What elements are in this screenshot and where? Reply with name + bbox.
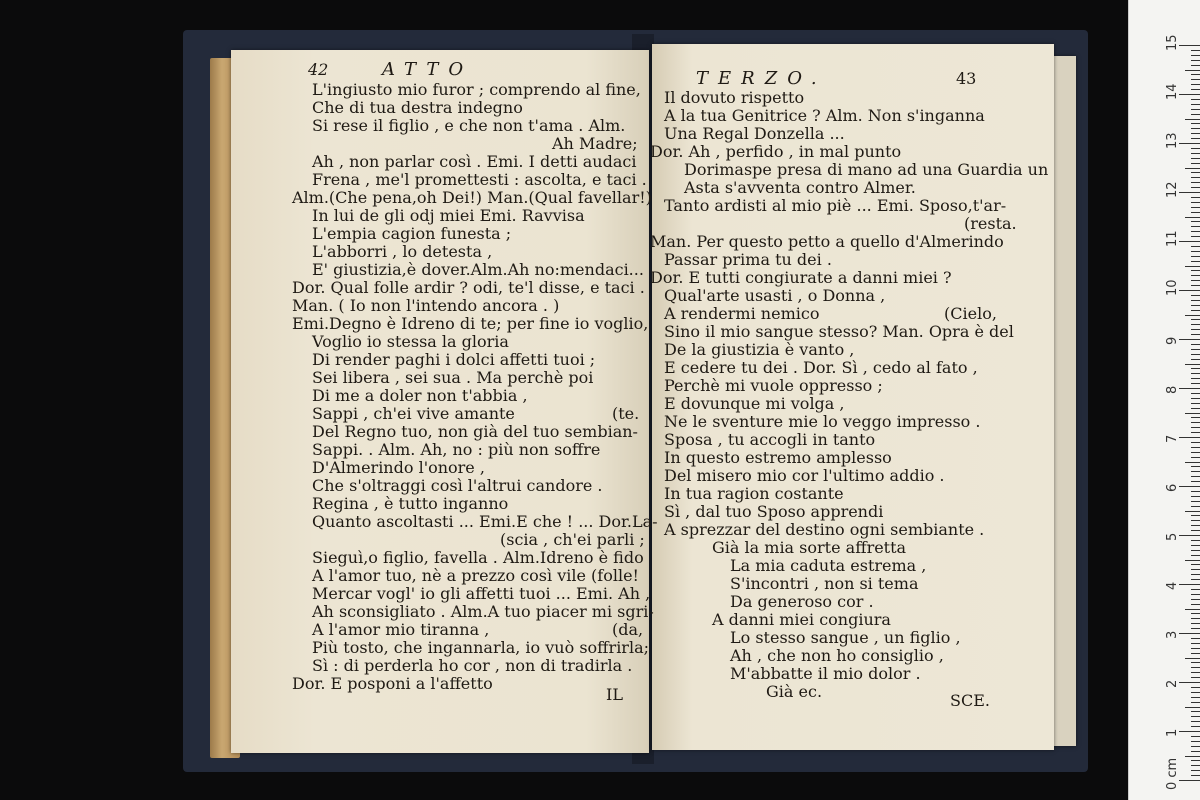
left-page-line: Sì : di perderla ho cor , non di tradirla .: [312, 656, 633, 675]
ruler-number: 14: [1165, 83, 1180, 100]
ruler-tick: [1179, 437, 1200, 438]
ruler-tick: [1191, 231, 1200, 232]
ruler-tick: [1191, 246, 1200, 247]
right-page-line: A la tua Genitrice ? Alm. Non s'inganna: [664, 106, 985, 125]
left-page-line: IL: [606, 685, 623, 704]
ruler-tick: [1191, 662, 1200, 663]
ruler-tick: [1191, 99, 1200, 100]
left-page-line: D'Almerindo l'onore ,: [312, 458, 485, 477]
ruler-tick: [1185, 658, 1200, 659]
right-page-line: Ne le sventure mie lo veggo impresso .: [664, 412, 981, 431]
ruler-tick: [1191, 329, 1200, 330]
ruler-tick: [1191, 427, 1200, 428]
right-page-line: Già la mia sorte affretta: [712, 538, 907, 557]
ruler-tick: [1191, 628, 1200, 629]
ruler-number: 1: [1165, 728, 1180, 737]
ruler-number: 13: [1165, 132, 1180, 149]
ruler-tick: [1191, 653, 1200, 654]
left-page-line: Ah sconsigliato . Alm.A tuo piacer mi sgri-: [312, 602, 654, 621]
right-page-line: Ah , che non ho consiglio ,: [730, 646, 944, 665]
right-page-line: SCE.: [950, 691, 990, 710]
left-page-line: L'empia cagion funesta ;: [312, 224, 512, 243]
ruler-number: 10: [1165, 279, 1180, 296]
left-page-line: ATTO: [382, 59, 474, 80]
ruler-tick: [1191, 452, 1200, 453]
ruler-tick: [1191, 79, 1200, 80]
ruler-tick: [1191, 148, 1200, 149]
right-page-line: TERZO.: [696, 68, 827, 89]
left-page-line: Alm.(Che pena,oh Dei!) Man.(Qual favellar!): [292, 188, 652, 207]
ruler-number: 2: [1165, 679, 1180, 688]
ruler-tick: [1179, 241, 1200, 242]
ruler-tick: [1179, 45, 1200, 46]
ruler-tick: [1191, 74, 1200, 75]
left-page-line: (scia , ch'ei parli ;: [500, 530, 645, 549]
ruler-tick: [1191, 182, 1200, 183]
left-page-line: Sappi. . Alm. Ah, no : più non soffre: [312, 440, 601, 459]
ruler-tick: [1179, 339, 1200, 340]
ruler-tick: [1191, 457, 1200, 458]
ruler-tick: [1191, 285, 1200, 286]
right-page-line: E cedere tu dei . Dor. Sì , cedo al fato ,: [664, 358, 978, 377]
ruler-tick: [1191, 736, 1200, 737]
ruler-tick: [1191, 770, 1200, 771]
right-page-line: A sprezzar del destino ogni sembiante .: [664, 520, 985, 539]
ruler-tick: [1191, 319, 1200, 320]
right-page-line: Del misero mio cor l'ultimo addio .: [664, 466, 945, 485]
right-page-line: Man. Per questo petto a quello d'Almerindo: [650, 232, 1004, 251]
ruler-tick: [1191, 50, 1200, 51]
right-page-line: 43: [956, 69, 977, 88]
ruler-tick: [1191, 163, 1200, 164]
ruler-tick: [1191, 618, 1200, 619]
ruler-tick: [1191, 540, 1200, 541]
ruler-tick: [1191, 643, 1200, 644]
ruler-tick: [1191, 123, 1200, 124]
ruler-tick: [1191, 368, 1200, 369]
ruler-tick: [1185, 560, 1200, 561]
ruler-tick: [1191, 84, 1200, 85]
ruler-tick: [1185, 217, 1200, 218]
left-page-line: L'abborri , lo detesta ,: [312, 242, 493, 261]
ruler-tick: [1191, 623, 1200, 624]
right-page-line: Qual'arte usasti , o Donna ,: [664, 286, 886, 305]
left-page-line: Regina , è tutto inganno: [312, 494, 509, 513]
ruler-tick: [1191, 594, 1200, 595]
ruler-tick: [1179, 633, 1200, 634]
ruler-tick: [1191, 202, 1200, 203]
ruler-tick: [1191, 398, 1200, 399]
ruler-tick: [1191, 564, 1200, 565]
ruler-tick: [1191, 373, 1200, 374]
ruler-tick: [1191, 383, 1200, 384]
ruler-tick: [1185, 119, 1200, 120]
ruler-tick: [1191, 579, 1200, 580]
ruler-tick: [1191, 109, 1200, 110]
ruler-number: 5: [1165, 532, 1180, 541]
ruler-tick: [1191, 305, 1200, 306]
ruler-tick: [1191, 442, 1200, 443]
ruler-tick: [1191, 270, 1200, 271]
ruler-tick: [1191, 251, 1200, 252]
right-page-line: Dor. E tutti congiurate a danni miei ?: [650, 268, 952, 287]
ruler-tick: [1191, 378, 1200, 379]
left-page-line: In lui de gli odj miei Emi. Ravvisa: [312, 206, 585, 225]
ruler-number: 12: [1165, 181, 1180, 198]
right-page-line: (Cielo,: [944, 304, 997, 323]
left-page-line: Sappi , ch'ei vive amante: [312, 404, 515, 423]
ruler-tick: [1191, 545, 1200, 546]
right-page-line: In questo estremo amplesso: [664, 448, 892, 467]
left-page-line: (te.: [612, 404, 640, 423]
ruler-tick: [1191, 530, 1200, 531]
ruler-tick: [1185, 511, 1200, 512]
ruler-tick: [1191, 550, 1200, 551]
right-page-line: In tua ragion costante: [664, 484, 844, 503]
ruler-tick: [1191, 310, 1200, 311]
left-page-line: Sieguì,o figlio, favella . Alm.Idreno è fido: [312, 548, 644, 567]
ruler-tick: [1185, 756, 1200, 757]
ruler-tick: [1191, 197, 1200, 198]
right-page-line: M'abbatte il mio dolor .: [730, 664, 921, 683]
left-page-line: Man. ( Io non l'intendo ancora . ): [292, 296, 560, 315]
left-page-line: Dor. Qual folle ardir ? odi, te'l disse, e taci .: [292, 278, 645, 297]
right-page-line: De la giustizia è vanto ,: [664, 340, 855, 359]
ruler-tick: [1191, 422, 1200, 423]
left-page-line: A l'amor tuo, nè a prezzo così vile (folle!: [312, 566, 639, 585]
right-page-line: Dor. Ah , perfido , in mal punto: [650, 142, 902, 161]
ruler-tick: [1191, 506, 1200, 507]
ruler-tick: [1191, 574, 1200, 575]
ruler-tick: [1191, 256, 1200, 257]
left-page-line: Ah Madre;: [552, 134, 638, 153]
ruler-tick: [1191, 114, 1200, 115]
ruler-tick: [1191, 751, 1200, 752]
ruler-tick: [1191, 746, 1200, 747]
ruler-tick: [1191, 687, 1200, 688]
ruler-tick: [1185, 609, 1200, 610]
ruler-tick: [1191, 432, 1200, 433]
ruler-tick: [1191, 60, 1200, 61]
ruler-tick: [1191, 711, 1200, 712]
left-page-line: 42: [308, 60, 329, 79]
ruler-tick: [1191, 555, 1200, 556]
left-page-line: Quanto ascoltasti ... Emi.E che ! ... Dor.La-: [312, 512, 658, 531]
ruler-tick: [1179, 535, 1200, 536]
ruler-tick: [1179, 143, 1200, 144]
ruler-tick: [1185, 70, 1200, 71]
right-page-line: Il dovuto rispetto: [664, 88, 805, 107]
left-page-line: Ah , non parlar così . Emi. I detti audaci: [312, 152, 637, 171]
ruler-tick: [1185, 266, 1200, 267]
ruler-number: 7: [1165, 434, 1180, 443]
ruler-tick: [1191, 569, 1200, 570]
ruler-tick: [1179, 584, 1200, 585]
ruler-tick: [1185, 413, 1200, 414]
ruler-tick: [1191, 280, 1200, 281]
ruler-tick: [1191, 221, 1200, 222]
ruler-tick: [1191, 721, 1200, 722]
ruler-number: 3: [1165, 630, 1180, 639]
ruler-tick: [1191, 667, 1200, 668]
left-page-line: Voglio io stessa la gloria: [312, 332, 509, 351]
ruler-tick: [1191, 613, 1200, 614]
right-page-line: La mia caduta estrema ,: [730, 556, 927, 575]
ruler-tick: [1191, 496, 1200, 497]
left-page-line: Del Regno tuo, non già del tuo sembian-: [312, 422, 638, 441]
ruler-tick: [1191, 417, 1200, 418]
left-page-line: Frena , me'l promettesti : ascolta, e taci .: [312, 170, 647, 189]
ruler-tick: [1191, 677, 1200, 678]
ruler-number: 8: [1165, 385, 1180, 394]
ruler-tick: [1185, 707, 1200, 708]
ruler-tick: [1191, 672, 1200, 673]
ruler-tick: [1191, 447, 1200, 448]
right-page-line: Asta s'avventa contro Almer.: [684, 178, 916, 197]
left-page-line: Si rese il figlio , e che non t'ama . Alm.: [312, 116, 626, 135]
left-page-line: Di render paghi i dolci affetti tuoi ;: [312, 350, 596, 369]
right-page-line: E dovunque mi volga ,: [664, 394, 845, 413]
ruler-zero-label: 0 cm: [1165, 757, 1180, 790]
right-page-line: Sì , dal tuo Sposo apprendi: [664, 502, 884, 521]
ruler-tick: [1191, 716, 1200, 717]
left-page-line: Dor. E posponi a l'affetto: [292, 674, 493, 693]
ruler-tick: [1191, 300, 1200, 301]
left-page-line: Più tosto, che ingannarla, io vuò soffrirla;: [312, 638, 649, 657]
right-page-line: S'incontri , non si tema: [730, 574, 919, 593]
ruler-tick: [1191, 599, 1200, 600]
ruler-tick: [1179, 388, 1200, 389]
ruler-tick: [1191, 324, 1200, 325]
ruler-tick: [1179, 682, 1200, 683]
ruler-tick: [1191, 153, 1200, 154]
ruler-tick: [1191, 403, 1200, 404]
ruler-tick: [1191, 648, 1200, 649]
ruler-tick: [1191, 334, 1200, 335]
ruler-tick: [1191, 236, 1200, 237]
left-page-line: (da,: [612, 620, 644, 639]
ruler-tick: [1191, 520, 1200, 521]
ruler-tick: [1191, 393, 1200, 394]
ruler-tick: [1191, 741, 1200, 742]
ruler-tick: [1179, 486, 1200, 487]
ruler-tick: [1191, 604, 1200, 605]
ruler-tick: [1191, 692, 1200, 693]
ruler-tick: [1191, 359, 1200, 360]
right-page-line: Da generoso cor .: [730, 592, 874, 611]
ruler-tick: [1191, 471, 1200, 472]
left-page-line: E' giustizia,è dover.Alm.Ah no:mendaci...: [312, 260, 644, 279]
ruler-tick: [1191, 349, 1200, 350]
ruler-tick: [1191, 354, 1200, 355]
left-page-line: A l'amor mio tiranna ,: [312, 620, 490, 639]
right-page-line: Tanto ardisti al mio piè ... Emi. Sposo,t'ar-: [664, 196, 1007, 215]
ruler-tick: [1179, 290, 1200, 291]
right-page-line: A rendermi nemico: [664, 304, 820, 323]
ruler-tick: [1191, 697, 1200, 698]
left-page-line: Mercar vogl' io gli affetti tuoi ... Emi. Ah ,: [312, 584, 651, 603]
right-page-line: Lo stesso sangue , un figlio ,: [730, 628, 961, 647]
ruler-tick: [1191, 65, 1200, 66]
right-page-line: Già ec.: [766, 682, 823, 701]
ruler-tick: [1191, 501, 1200, 502]
left-page-line: Che di tua destra indegno: [312, 98, 523, 117]
ruler-tick: [1191, 177, 1200, 178]
ruler-tick: [1191, 89, 1200, 90]
left-page-line: Di me a doler non t'abbia ,: [312, 386, 528, 405]
ruler-tick: [1191, 207, 1200, 208]
right-page-line: Perchè mi vuole oppresso ;: [664, 376, 883, 395]
ruler-tick: [1191, 172, 1200, 173]
measurement-ruler: [1128, 0, 1200, 800]
left-page-line: Che s'oltraggi così l'altrui candore .: [312, 476, 603, 495]
right-page-line: A danni miei congiura: [712, 610, 891, 629]
right-page-back: [1052, 56, 1076, 746]
ruler-tick: [1191, 158, 1200, 159]
ruler-number: 15: [1165, 34, 1180, 51]
ruler-tick: [1191, 187, 1200, 188]
ruler-tick: [1191, 491, 1200, 492]
right-page-line: Dorimaspe presa di mano ad una Guardia un: [684, 160, 1049, 179]
ruler-tick: [1191, 138, 1200, 139]
right-page-line: Una Regal Donzella ...: [664, 124, 845, 143]
ruler-tick: [1191, 775, 1200, 776]
ruler-tick: [1191, 261, 1200, 262]
ruler-tick: [1191, 275, 1200, 276]
ruler-number: 4: [1165, 581, 1180, 590]
ruler-tick: [1191, 408, 1200, 409]
right-page-line: Sino il mio sangue stesso? Man. Opra è del: [664, 322, 1014, 341]
ruler-tick: [1191, 55, 1200, 56]
ruler-tick: [1191, 226, 1200, 227]
ruler-tick: [1191, 212, 1200, 213]
ruler-tick: [1185, 168, 1200, 169]
ruler-tick: [1179, 94, 1200, 95]
ruler-tick: [1179, 780, 1200, 781]
ruler-tick: [1191, 760, 1200, 761]
ruler-number: 11: [1165, 230, 1180, 247]
ruler-number: 9: [1165, 336, 1180, 345]
left-page-line: L'ingiusto mio furor ; comprendo al fine,: [312, 80, 641, 99]
ruler-tick: [1191, 638, 1200, 639]
ruler-tick: [1185, 315, 1200, 316]
ruler-tick: [1191, 344, 1200, 345]
ruler-tick: [1191, 104, 1200, 105]
ruler-tick: [1191, 525, 1200, 526]
ruler-number: 6: [1165, 483, 1180, 492]
ruler-tick: [1191, 726, 1200, 727]
right-page-line: Passar prima tu dei .: [664, 250, 832, 269]
right-page-line: (resta.: [964, 214, 1017, 233]
ruler-tick: [1191, 476, 1200, 477]
ruler-tick: [1191, 133, 1200, 134]
ruler-tick: [1191, 765, 1200, 766]
right-page-line: Sposa , tu accogli in tanto: [664, 430, 876, 449]
left-page-line: Sei libera , sei sua . Ma perchè poi: [312, 368, 594, 387]
ruler-tick: [1179, 731, 1200, 732]
ruler-tick: [1179, 192, 1200, 193]
ruler-tick: [1191, 589, 1200, 590]
ruler-tick: [1191, 515, 1200, 516]
ruler-tick: [1191, 702, 1200, 703]
ruler-tick: [1185, 364, 1200, 365]
ruler-tick: [1191, 481, 1200, 482]
ruler-tick: [1185, 462, 1200, 463]
left-page-line: Emi.Degno è Idreno di te; per fine io voglio,: [292, 314, 649, 333]
ruler-tick: [1191, 128, 1200, 129]
ruler-tick: [1191, 466, 1200, 467]
ruler-tick: [1191, 295, 1200, 296]
